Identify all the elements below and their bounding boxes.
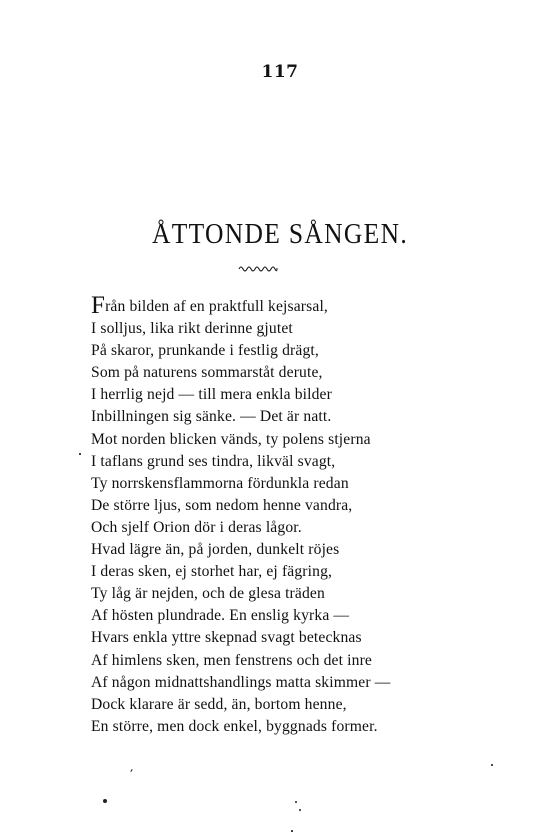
poem-line-text: Och sjelf Orion dör i deras lågor.	[91, 518, 302, 536]
poem-line-text: I solljus, lika rikt derinne gjutet	[91, 320, 293, 338]
poem-line-text: I herrlig nejd — till mera enkla bilder	[91, 386, 332, 404]
poem-line	[91, 451, 531, 473]
poem-line-text: En större, men dock enkel, byggnads former.	[91, 717, 378, 735]
poem-line	[91, 495, 531, 517]
poem-line-text: Hvad lägre än, på jorden, dunkelt röjes	[91, 541, 340, 559]
poem-line	[91, 340, 531, 362]
poem-line	[91, 583, 531, 605]
poem-line	[91, 561, 531, 583]
poem-line	[91, 406, 531, 428]
paper-speck	[491, 764, 493, 766]
poem-line	[91, 473, 531, 495]
paper-speck	[299, 809, 301, 811]
paper-speck	[103, 799, 107, 803]
poem-line-text: Hvars enkla yttre skepnad svagt betecknas	[91, 629, 362, 647]
paper-speck	[79, 453, 81, 455]
poem-line-text: Ty norrskensflammorna fördunkla redan	[91, 474, 349, 492]
poem-line-text: På skaror, prunkande i festlig drägt,	[91, 342, 319, 360]
poem-line	[91, 362, 531, 384]
poem-line	[91, 384, 531, 406]
poem-line	[91, 517, 531, 539]
paper-speck	[295, 801, 297, 803]
poem-line-text: Af hösten plundrade. En enslig kyrka —	[91, 607, 350, 625]
poem-line	[91, 694, 531, 716]
poem-line-text: Dock klarare är sedd, än, bortom henne,	[91, 695, 347, 713]
poem-line	[91, 627, 531, 649]
paper-speck	[291, 830, 293, 832]
poem-line	[91, 650, 531, 672]
poem-line-text: De större ljus, som nedom henne vandra,	[91, 496, 353, 514]
poem-line-text: Ty låg är nejden, och de glesa träden	[91, 585, 325, 603]
poem-line-text: Mot norden blicken vänds, ty polens stjerna	[91, 430, 371, 448]
page-number: 117	[261, 62, 299, 82]
poem-line	[91, 292, 531, 319]
poem-line	[91, 672, 531, 694]
poem-line-text: Som på naturens sommarståt derute,	[91, 364, 323, 382]
poem-line	[91, 429, 531, 451]
poem-line-text: Af himlens sken, men fenstrens och det inre	[91, 651, 373, 669]
chapter-title: ÅTTONDE SÅNGEN.	[151, 218, 409, 250]
poem-body	[91, 292, 531, 738]
poem-line-text: Af någon midnattshandlings matta skimmer —	[91, 673, 391, 691]
wavy-ornament	[238, 263, 278, 275]
initial-letter: F	[91, 292, 106, 319]
poem-line	[91, 605, 531, 627]
poem-line	[91, 318, 531, 340]
poem-line-text: I deras sken, ej storhet har, ej fägring,	[91, 563, 333, 581]
poem-line	[91, 539, 531, 561]
poem-line-text: Inbillningen sig sänke. — Det är natt.	[91, 408, 332, 426]
poem-line-text: I taflans grund ses tindra, likväl svagt,	[91, 452, 336, 470]
poem-line-text: rån bilden af en praktfull kejsarsal,	[105, 298, 328, 315]
paper-speck	[130, 769, 132, 772]
poem-line	[91, 716, 531, 738]
